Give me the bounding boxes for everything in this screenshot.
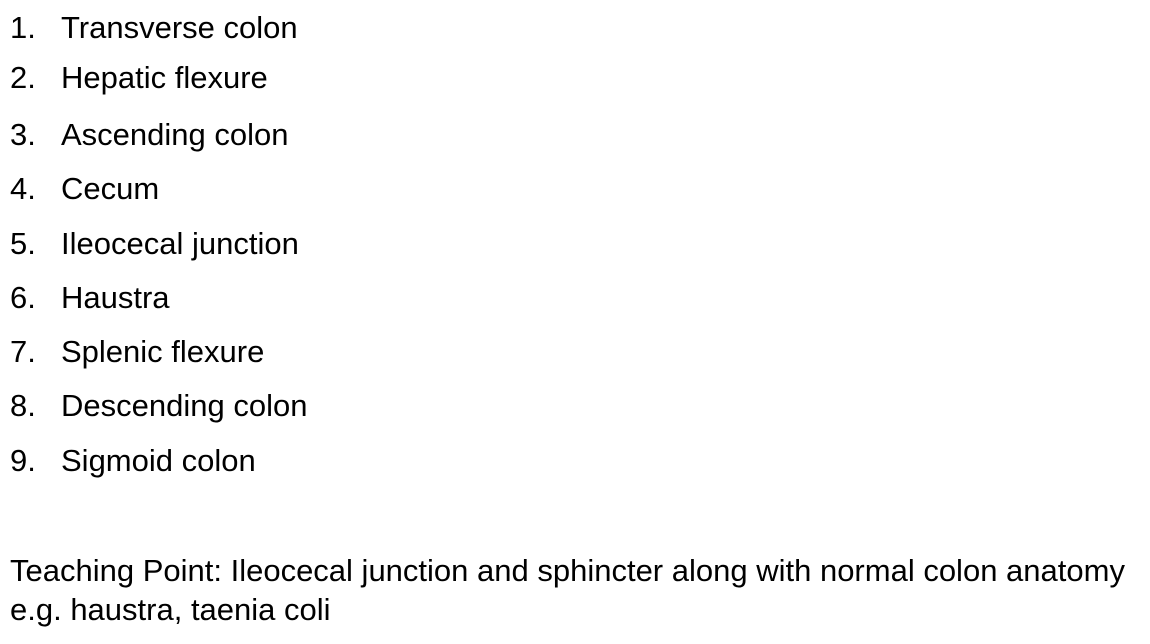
list-item-label: Ascending colon: [61, 117, 289, 152]
list-item-number: 9.: [10, 442, 36, 478]
teaching-point: Teaching Point: Ileocecal junction and sphincter along with normal colon anatomy e.g. haustra, taenia coli: [10, 553, 1125, 627]
list-item: [10, 48, 307, 108]
list-item: [10, 379, 307, 433]
list-item-number: 5.: [10, 225, 36, 261]
list-item-label: Haustra: [61, 279, 170, 315]
list-item: [10, 434, 307, 488]
list-item-number: 7.: [10, 334, 36, 370]
list-item-label: Descending colon: [61, 388, 308, 424]
list-item-label: Ileocecal junction: [61, 225, 299, 261]
list-item: [10, 325, 307, 379]
list-item-label: Transverse colon: [61, 10, 298, 45]
list-item-label: Cecum: [61, 171, 160, 207]
list-item-number: 4.: [10, 171, 36, 207]
list-item-number: 2.: [10, 60, 36, 95]
anatomy-list: [10, 7, 307, 488]
list-item: [10, 108, 307, 162]
list-item-number: 6.: [10, 279, 36, 315]
list-item-number: 8.: [10, 388, 36, 424]
list-item: [10, 7, 307, 48]
list-item-number: 1.: [10, 10, 36, 45]
list-item: [10, 217, 307, 271]
list-item: [10, 271, 307, 325]
list-item-number: 3.: [10, 117, 36, 152]
list-item: [10, 162, 307, 216]
list-item-label: Sigmoid colon: [61, 442, 256, 478]
list-item-label: Hepatic flexure: [61, 60, 268, 95]
list-item-label: Splenic flexure: [61, 334, 265, 370]
